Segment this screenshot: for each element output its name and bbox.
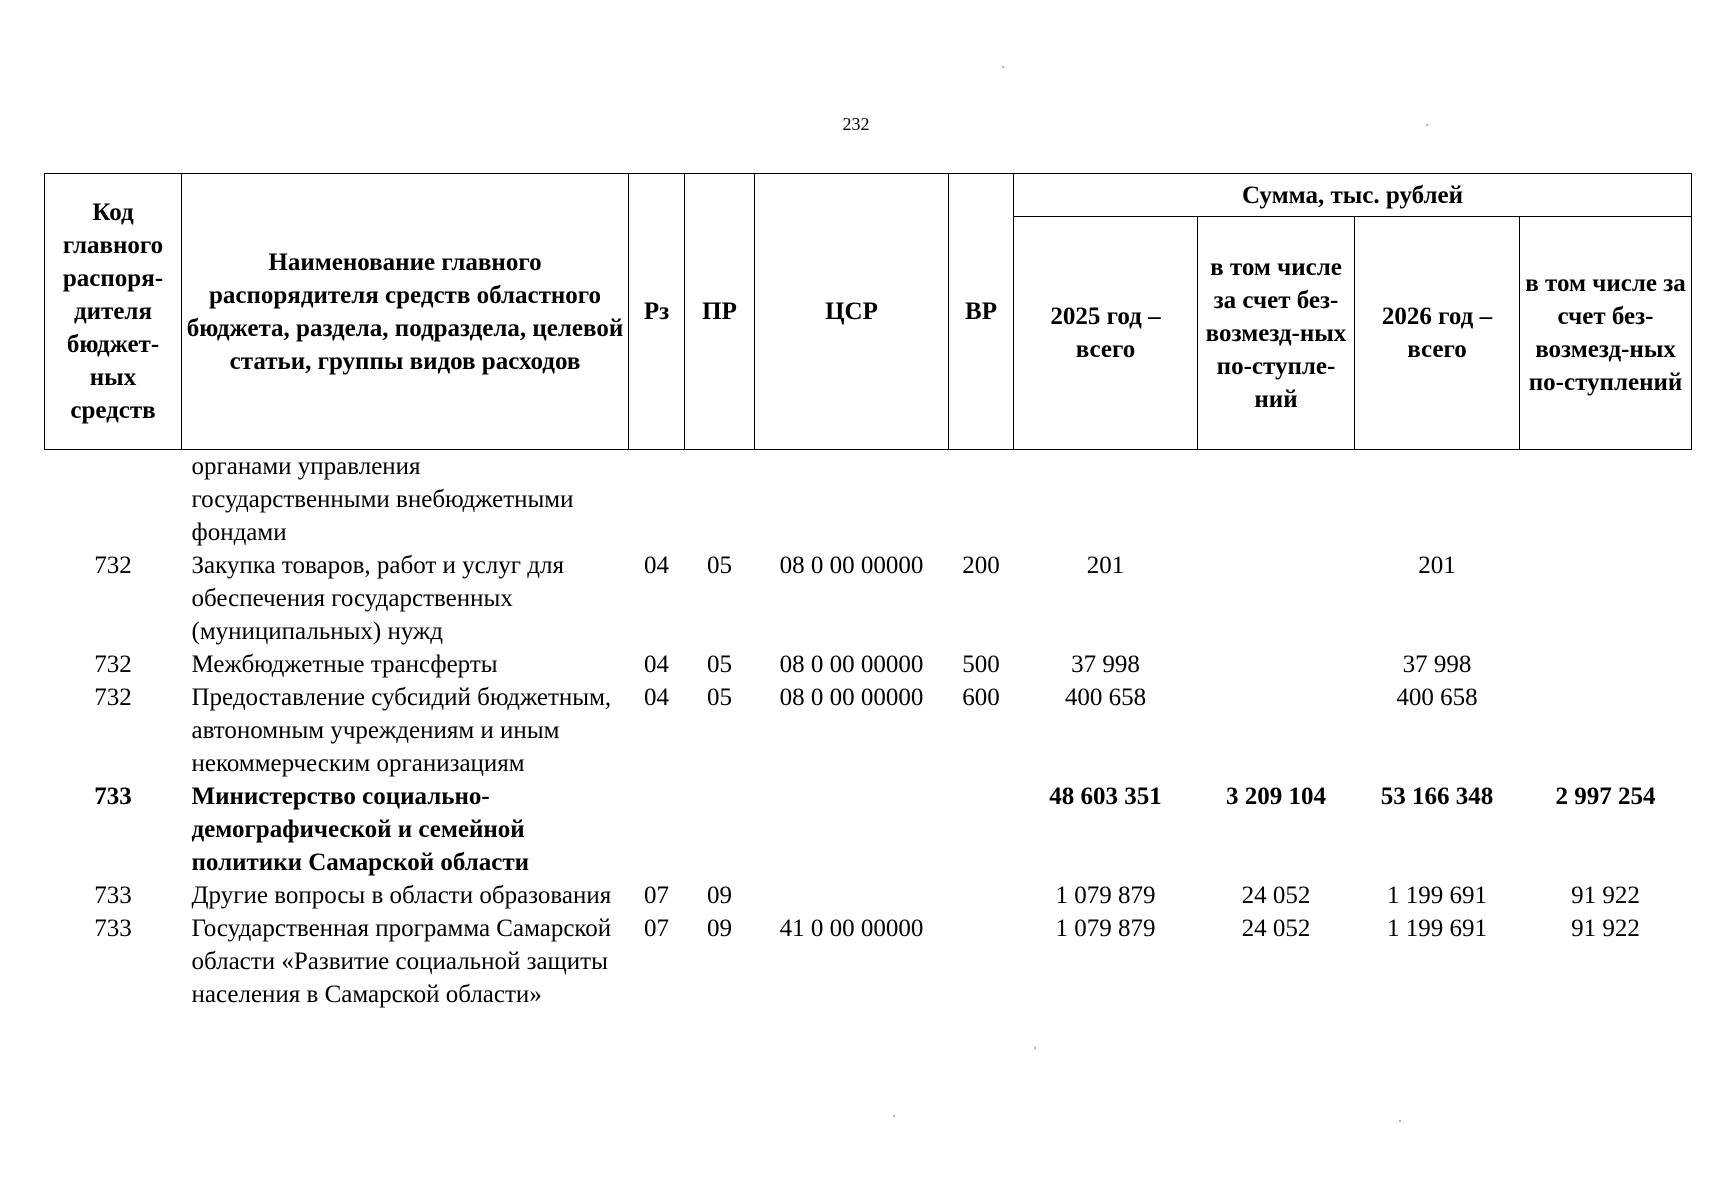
cell-2026-total [1355, 450, 1520, 550]
cell-csr [755, 450, 949, 550]
cell-rz: 07 [644, 882, 669, 909]
cell-name: органами управления государственными внебюджетными фондами [191, 453, 574, 546]
cell-2025-total [1014, 450, 1198, 550]
cell-rz: 04 [644, 651, 669, 678]
cell-2025-total: 1 079 879 [1055, 915, 1156, 942]
cell-code: 733 [94, 783, 132, 810]
cell-name: Другие вопросы в области образования [191, 882, 612, 909]
scan-speck [1002, 66, 1004, 68]
table-row [45, 879, 1692, 912]
cell-2026-gratuitous [1520, 681, 1692, 780]
header-2025-gratuitous: в том числе за счет без-возмезд-ных по-ступле-ний [1198, 217, 1355, 450]
cell-2026-total: 37 998 [1402, 651, 1472, 678]
cell-rz: 07 [644, 915, 669, 942]
cell-pr: 09 [707, 882, 732, 909]
table-row [45, 681, 1692, 780]
header-csr: ЦСР [755, 174, 949, 450]
scan-speck [893, 1115, 895, 1117]
cell-2026-total: 53 166 348 [1380, 783, 1494, 810]
cell-name: Государственная программа Самарской области «Развитие социальной защиты населения в Самарской области» [191, 915, 612, 1008]
cell-rz: 04 [644, 552, 669, 579]
cell-2026-total: 400 658 [1396, 684, 1478, 711]
cell-code: 732 [94, 651, 132, 678]
cell-vr: 600 [962, 684, 1000, 711]
header-code: Код главного распоря-дителя бюджет-ных средств [45, 174, 182, 450]
cell-2026-gratuitous [1520, 648, 1692, 681]
cell-csr: 08 0 00 00000 [779, 651, 924, 678]
cell-vr [949, 912, 1014, 1011]
cell-2025-gratuitous: 24 052 [1241, 882, 1311, 909]
table-row-ministry [45, 780, 1692, 879]
cell-code: 733 [94, 882, 132, 909]
cell-2026-gratuitous: 2 997 254 [1555, 783, 1656, 810]
cell-2025-total: 1 079 879 [1055, 882, 1156, 909]
scan-speck [1399, 1120, 1401, 1122]
cell-vr [949, 450, 1014, 550]
cell-rz [629, 780, 685, 879]
cell-vr: 200 [962, 552, 1000, 579]
header-2025-total: 2025 год – всего [1014, 217, 1198, 450]
cell-2025-total: 48 603 351 [1049, 783, 1162, 810]
cell-2026-total: 1 199 691 [1387, 915, 1487, 942]
cell-pr [685, 780, 755, 879]
cell-2025-gratuitous [1198, 681, 1355, 780]
cell-csr: 08 0 00 00000 [779, 684, 924, 711]
table-row [45, 450, 1692, 550]
cell-pr: 05 [707, 552, 732, 579]
cell-2026-gratuitous: 91 922 [1571, 882, 1640, 909]
scan-speck [1034, 1047, 1036, 1049]
page-number: 232 [842, 114, 870, 134]
cell-2025-gratuitous [1198, 648, 1355, 681]
cell-csr: 41 0 00 00000 [779, 915, 924, 942]
header-pr: ПР [685, 174, 755, 450]
cell-rz: 04 [644, 684, 669, 711]
header-rz: Рз [629, 174, 685, 450]
cell-csr [755, 879, 949, 912]
header-name: Наименование главного распорядителя средств областного бюджета, раздела, подраздела, целевой статьи, группы видов расходов [182, 174, 629, 450]
cell-2025-gratuitous [1198, 450, 1355, 550]
cell-2025-gratuitous [1198, 549, 1355, 648]
cell-2026-total: 1 199 691 [1387, 882, 1487, 909]
cell-pr: 05 [707, 651, 732, 678]
cell-pr [685, 450, 755, 550]
cell-pr: 05 [707, 684, 732, 711]
cell-2026-gratuitous [1520, 450, 1692, 550]
cell-csr: 08 0 00 00000 [779, 552, 924, 579]
cell-code [45, 450, 182, 550]
cell-name: Предоставление субсидий бюджетным, автономным учреждениям и иным некоммерческим организациям [191, 684, 612, 777]
header-sum: Сумма, тыс. рублей [1014, 174, 1692, 217]
cell-2026-gratuitous [1520, 549, 1692, 648]
cell-name: Межбюджетные трансферты [191, 651, 498, 678]
cell-name: Закупка товаров, работ и услуг для обеспечения государственных (муниципальных) нужд [191, 552, 564, 645]
cell-csr [755, 780, 949, 879]
table-row [45, 912, 1692, 1011]
cell-2025-gratuitous: 24 052 [1241, 915, 1311, 942]
cell-code: 732 [94, 552, 132, 579]
cell-vr: 500 [962, 651, 1000, 678]
header-2026-total: 2026 год – всего [1355, 217, 1520, 450]
cell-2025-gratuitous: 3 209 104 [1226, 783, 1326, 810]
budget-table [44, 173, 1692, 1011]
cell-vr [949, 780, 1014, 879]
cell-name: Министерство социально-демографической и семейной политики Самарской области [191, 783, 530, 876]
cell-2026-gratuitous: 91 922 [1571, 915, 1640, 942]
table-header [45, 174, 1692, 450]
cell-2025-total: 201 [1086, 552, 1125, 579]
table-row [45, 648, 1692, 681]
table-row [45, 549, 1692, 648]
cell-rz [629, 450, 685, 550]
cell-code: 732 [94, 684, 132, 711]
header-vr: ВР [949, 174, 1014, 450]
header-2026-gratuitous: в том числе за счет без-возмезд-ных по-ступлений [1520, 217, 1692, 450]
cell-2026-total: 201 [1418, 552, 1456, 579]
cell-vr [949, 879, 1014, 912]
table-body [45, 450, 1692, 1012]
cell-2025-total: 37 998 [1071, 651, 1140, 678]
scan-speck [1426, 124, 1428, 126]
cell-code: 733 [94, 915, 132, 942]
cell-pr: 09 [707, 915, 732, 942]
cell-2025-total: 400 658 [1064, 684, 1147, 711]
